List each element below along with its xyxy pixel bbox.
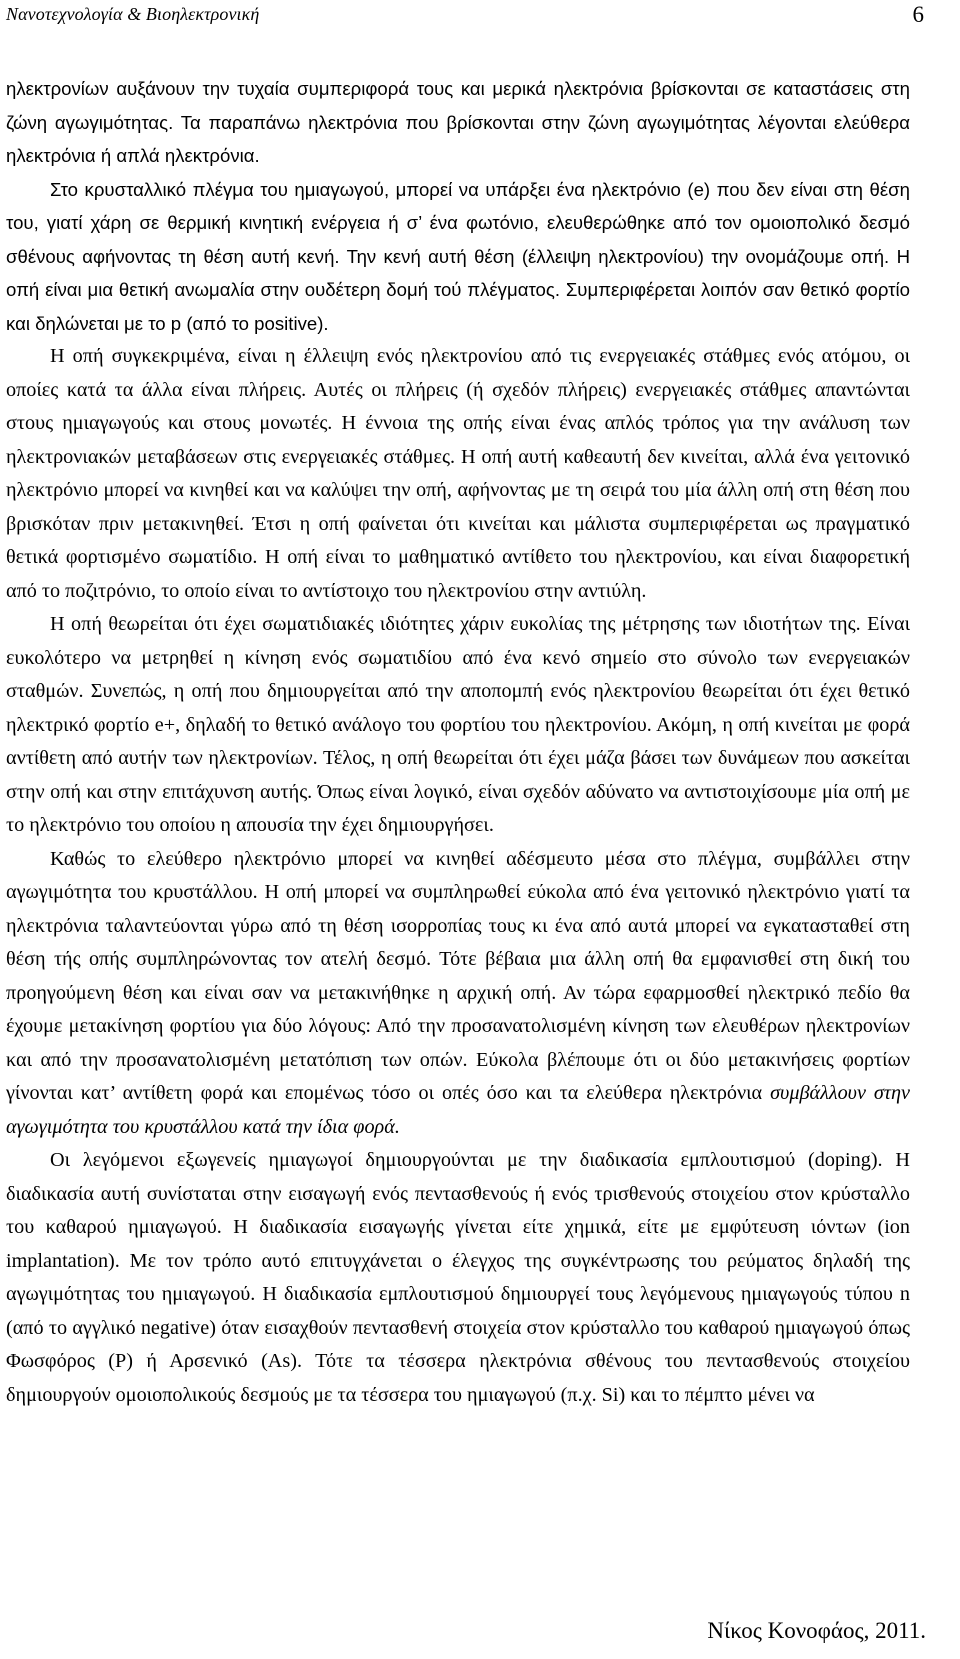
page-number: 6 xyxy=(912,2,924,27)
paragraph-text: Η οπή θεωρείται ότι έχει σωματιδιακές ιδιότητες χάριν ευκολίας της μέτρησης των ιδιοτήτων της. Είναι ευκολότερο να μετρηθεί η κίνηση ενός σωματιδίου από ένα κενό σημείο στο σύνολο των ενεργειακών σταθμών. Συνεπώς, η οπή που δημιουργείται από την αποπομπή ενός ηλεκτρονίου θεωρείται ότι έχει θετικό ηλεκτρικό φορτίο e+, δηλαδή το θετικό ανάλογο του φορτίου του ηλεκτρονίου. Ακόμη, η οπή κινείται με φορά αντίθετη από αυτήν των ηλεκτρονίων. Τέλος, η οπή θεωρείται ότι έχει μάζα βάσει των δυνάμεων που ασκείται στην οπή και στην επιτάχυνση αυτής. Όπως είναι λογικό, είναι σχεδόν αδύνατο να αντιστοιχίσουμε μία οπή με το ηλεκτρόνιο του οποίου η απουσία την έχει δημιουργήσει. xyxy=(6,613,910,836)
paragraph-3 xyxy=(6,340,910,608)
paragraph-text: Οι λεγόμενοι εξωγενείς ημιαγωγοί δημιουργούνται με την διαδικασία εμπλουτισμού (doping). Η διαδικασία αυτή συνίσταται στην εισαγωγή ενός πεντασθενούς ή ενός τρισθενούς στοιχείου στον κρύσταλλο του καθαρού ημιαγωγού. Η διαδικασία εισαγωγής γίνεται είτε χημικά, είτε με εμφύτευση ιόντων (ion implantation). Με τον τρόπο αυτό επιτυγχάνεται ο έλεγχος της συγκέντρωσης του ρεύματος δηλαδή της αγωγιμότητας του ημιαγωγού. Η διαδικασία εμπλουτισμού δημιουργεί τους λεγόμενους ημιαγωγούς τύπου n (από το αγγλικό negative) όταν εισαχθούν πεντασθενή στοιχεία στον κρύσταλλο του καθαρού ημιαγωγού όπως Φωσφόρος (P) ή Αρσενικό (As). Τότε τα τέσσερα ηλεκτρόνια σθένους του πεντασθενούς στοιχείου δημιουργούν ομοιοπολικούς δεσμούς με τα τέσσερα του ημιαγωγού (π.χ. Si) και το πέμπτο μένει να xyxy=(6,1149,910,1406)
page-header xyxy=(6,4,924,34)
body-text xyxy=(6,72,910,1412)
paragraph-5 xyxy=(6,843,910,1145)
emphasized-text: συμβάλλουν στην αγωγιμότητα του κρυστάλλου κατά την ίδια φορά. xyxy=(6,1082,911,1138)
paragraph-4 xyxy=(6,608,910,843)
paragraph-1 xyxy=(6,72,910,173)
paragraph-text: Στο κρυσταλλικό πλέγμα του ημιαγωγού, μπορεί να υπάρξει ένα ηλεκτρόνιο (e) που δεν είναι στη θέση του, γιατί χάρη σε θερμική κινητική ενέργεια ή σ’ ένα φωτόνιο, ελευθερώθηκε από τον ομοιοπολικό δεσμό σθένους αφήνοντας τη θέση αυτή κενή. Την κενή αυτή θέση (έλλειψη ηλεκτρονίου) την ονομάζουμε οπή. Η οπή είναι μια θετική ανωμαλία στην ουδέτερη δομή τού πλέγματος. Συμπεριφέρεται λοιπόν σαν θετικό φορτίο και δηλώνεται με το p (από το positive). xyxy=(6,178,910,334)
paragraph-2 xyxy=(6,173,910,341)
paragraph-text: Η οπή συγκεκριμένα, είναι η έλλειψη ενός ηλεκτρονίου από τις ενεργειακές στάθμες ενός ατόμου, οι οποίες κατά τα άλλα είναι πλήρεις. Αυτές οι πλήρεις (ή σχεδόν πλήρεις) ενεργειακές στάθμες απαντώνται στους ημιαγωγούς και στους μονωτές. Η έννοια της οπής είναι ένας απλός τρόπος για την ανάλυση των ηλεκτρονιακών μεταβάσεων στις ενεργειακές στάθμες. Η οπή αυτή καθεαυτή δεν κινείται, αλλά ένα γειτονικό ηλεκτρόνιο μπορεί να κινηθεί και να καλύψει την οπή, αφήνοντας με τη σειρά του μία άλλη οπή στη θέση που βρισκόταν πριν μετακινηθεί. Έτσι η οπή φαίνεται ότι κινείται και μάλιστα συμπεριφέρεται ως πραγματικό θετικά φορτισμένο σωματίδιο. Η οπή είναι το μαθηματικό αντίθετο του ηλεκτρονίου, και είναι διαφορετική από το ποζιτρόνιο, το οποίο είναι το αντίστοιχο του ηλεκτρονίου στην αντιύλη. xyxy=(6,345,910,602)
page-footer: Νίκος Κονοφάος, 2011. xyxy=(707,1618,926,1643)
paragraph-6 xyxy=(6,1144,910,1412)
paragraph-text: Καθώς το ελεύθερο ηλεκτρόνιο μπορεί να κινηθεί αδέσμευτο μέσα στο πλέγμα, συμβάλλει στην αγωγιμότητα του κρυστάλλου. Η οπή μπορεί να συμπληρωθεί εύκολα από ένα γειτονικό ηλεκτρόνιο γιατί τα ηλεκτρόνια ταλαντεύονται γύρω από τη θέση ισορροπίας τους κι ένα από αυτά μπορεί να εγκατασταθεί στη θέση τής οπής συμπληρώνοντας τον ατελή δεσμό. Τότε βέβαια μια άλλη οπή θα εμφανισθεί στη δική του προηγούμενη θέση και είναι σαν να μετακινήθηκε η αρχική οπή. Αν τώρα εφαρμοσθεί ηλεκτρικό πεδίο θα έχουμε μετακίνηση φορτίου για δύο λόγους: Από την προσανατολισμένη κίνηση των ελευθέρων ηλεκτρονίων και από την προσανατολισμένη μετατόπιση των οπών. Εύκολα βλέπουμε ότι οι δύο μετακινήσεις φορτίων γίνονται κατ’ αντίθετη φορά και επομένως τόσο οι οπές όσο και τα ελεύθερα ηλεκτρόνια xyxy=(6,847,910,1104)
running-title: Νανοτεχνολογία & Βιοηλεκτρονική xyxy=(6,4,260,24)
paragraph-text: ηλεκτρονίων αυξάνουν την τυχαία συμπεριφορά τους και μερικά ηλεκτρόνια βρίσκονται σε καταστάσεις στη ζώνη αγωγιμότητας. Τα παραπάνω ηλεκτρόνια που βρίσκονται στην ζώνη αγωγιμότητας λέγονται ελεύθερα ηλεκτρόνια ή απλά ηλεκτρόνια. xyxy=(6,78,910,166)
